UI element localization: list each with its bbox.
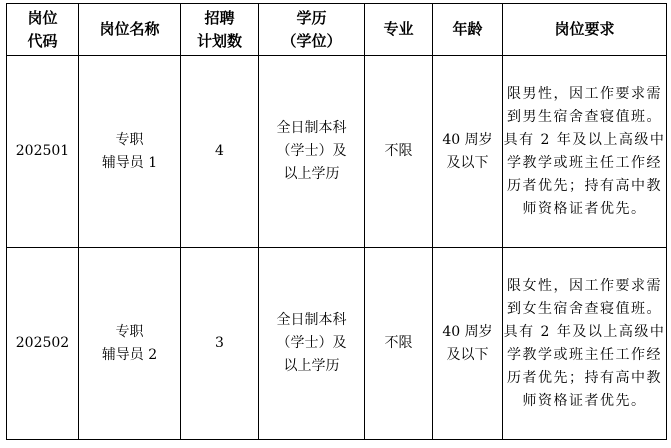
header-requirements: 岗位要求 (503, 4, 667, 56)
header-age: 年龄 (433, 4, 503, 56)
cell-hiring-count: 4 (181, 56, 259, 248)
cell-position-name: 专职 辅导员 2 (79, 248, 181, 440)
cell-hiring-count: 3 (181, 248, 259, 440)
header-major: 专业 (365, 4, 433, 56)
table-header-row (7, 4, 667, 56)
header-hiring-count: 招聘 计划数 (181, 4, 259, 56)
header-education: 学历 （学位） (259, 4, 365, 56)
cell-major: 不限 (365, 56, 433, 248)
header-position-name: 岗位名称 (79, 4, 181, 56)
cell-age: 40 周岁 及以下 (433, 56, 503, 248)
cell-requirements: 限女性，因工作要求需到女生宿舍查寝值班。具有 2 年及以上高级中学教学或班主任工作经历者优先；持有高中教师资格证者优先。 (503, 248, 667, 440)
cell-education: 全日制本科 （学士）及 以上学历 (259, 248, 365, 440)
table-row (7, 56, 667, 248)
cell-position-name: 专职 辅导员 1 (79, 56, 181, 248)
cell-major: 不限 (365, 248, 433, 440)
cell-position-code: 202502 (7, 248, 79, 440)
cell-requirements: 限男性，因工作要求需到男生宿舍查寝值班。具有 2 年及以上高级中学教学或班主任工作经历者优先；持有高中教师资格证者优先。 (503, 56, 667, 248)
cell-age: 40 周岁 及以下 (433, 248, 503, 440)
table-row (7, 248, 667, 440)
cell-position-code: 202501 (7, 56, 79, 248)
job-positions-table (6, 3, 667, 440)
header-position-code: 岗位 代码 (7, 4, 79, 56)
cell-education: 全日制本科 （学士）及 以上学历 (259, 56, 365, 248)
